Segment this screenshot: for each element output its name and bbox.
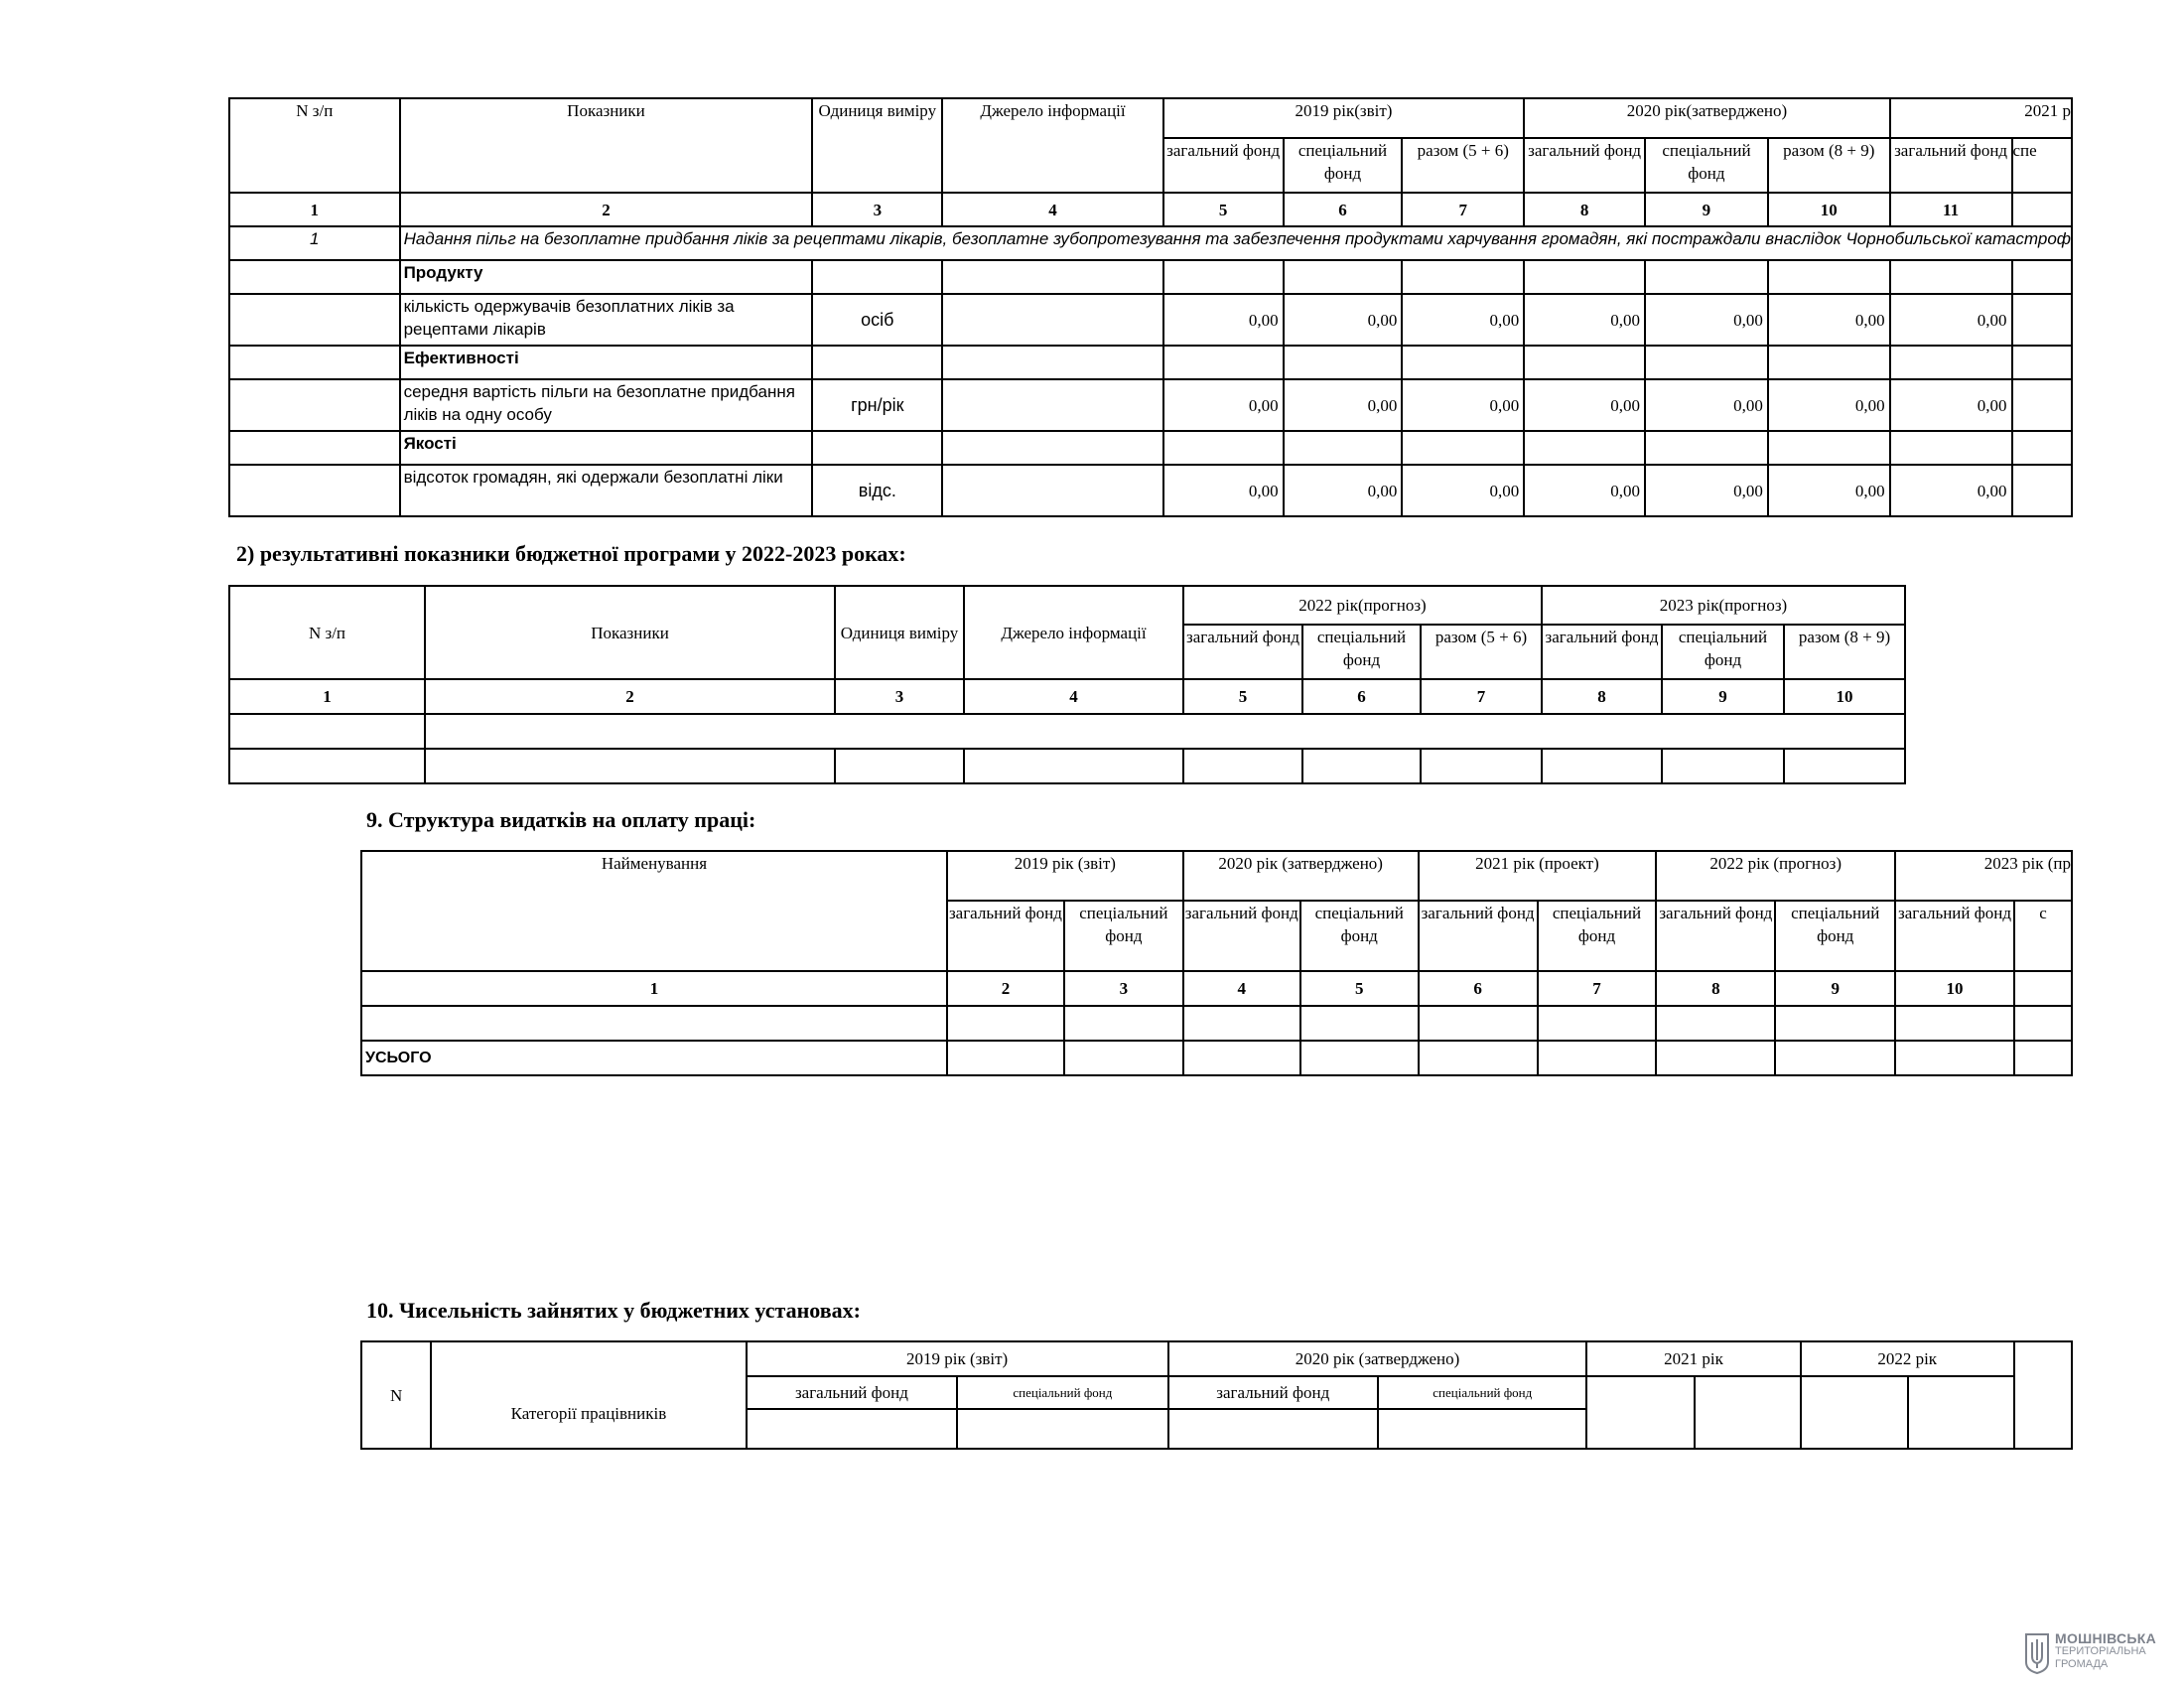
employees-table: [360, 1340, 2073, 1423]
subheader-general-fund: загальний фонд: [947, 901, 1064, 971]
value-cell: 0,00: [1402, 294, 1524, 346]
col-header-category: Категорії працівників: [431, 1341, 747, 1449]
col-header-2020: 2020 рік (затверджено): [1183, 851, 1419, 901]
total-row-label: УСЬОГО: [361, 1041, 947, 1075]
subheader-special-fund: спеціальний фонд: [957, 1376, 1167, 1409]
indicators-2019-2021-table: [228, 97, 2073, 534]
column-number: 6: [1284, 193, 1403, 226]
group-quality: Якості: [400, 431, 813, 465]
empty-cell: [229, 346, 400, 379]
col-header-2021: 2021 рік (проект): [1419, 851, 1657, 901]
column-number: 4: [1183, 971, 1300, 1006]
logo-line-3: ГРОМАДА: [2055, 1658, 2109, 1670]
col-header-2019: 2019 рік(звіт): [1163, 98, 1524, 138]
col-header-number: N з/п: [229, 586, 425, 679]
indicators-2022-2023-table: [228, 585, 1908, 787]
col-header-number: N з/п: [229, 98, 400, 193]
empty-cell: [229, 260, 400, 294]
indicator-source: [942, 294, 1163, 346]
subheader-special-fund: спеціальний фонд: [1775, 901, 1895, 971]
col-header-source: Джерело інформації: [964, 586, 1183, 679]
col-header-2023: 2023 рік (пр: [1895, 851, 2072, 901]
column-number: 1: [229, 193, 400, 226]
value-cell: 0,00: [1524, 379, 1645, 431]
column-number: 6: [1302, 679, 1421, 714]
column-number: 7: [1538, 971, 1657, 1006]
group-efficiency: Ефективності: [400, 346, 813, 379]
column-number: 4: [964, 679, 1183, 714]
column-number: 2: [400, 193, 813, 226]
column-number: 6: [1419, 971, 1538, 1006]
subheader-special-fund: спеціальний фонд: [1378, 1376, 1586, 1409]
col-header-source: Джерело інформації: [942, 98, 1163, 193]
column-number: 5: [1300, 971, 1419, 1006]
value-cell: 0,00: [1645, 294, 1768, 346]
subheader-general-fund: загальний фонд: [1419, 901, 1538, 971]
subheader-total: разом (8 + 9): [1784, 625, 1905, 679]
indicator-source: [942, 465, 1163, 516]
subheader-special-fund: спе: [2012, 138, 2073, 193]
empty-cell: [229, 294, 400, 346]
column-number: 10: [1895, 971, 2014, 1006]
subheader-general-fund: загальний фонд: [1524, 138, 1645, 193]
column-number: 2: [947, 971, 1064, 1006]
empty-task-row: [425, 714, 1905, 749]
subheader-general-fund: загальний фонд: [1168, 1376, 1379, 1409]
trident-emblem-icon: [2023, 1632, 2051, 1674]
col-header-2022: 2022 рік (прогноз): [1656, 851, 1895, 901]
column-number: 1: [229, 679, 425, 714]
subheader-general-fund: загальний фонд: [1183, 625, 1302, 679]
subheader-total: разом (5 + 6): [1402, 138, 1524, 193]
subheader-special-fund: спеціальний фонд: [1645, 138, 1768, 193]
subheader-special-fund: спеціальний фонд: [1300, 901, 1419, 971]
value-cell: 0,00: [1402, 379, 1524, 431]
subheader-total: разом (5 + 6): [1421, 625, 1542, 679]
value-cell: 0,00: [1768, 294, 1890, 346]
col-header-2019: 2019 рік (звіт): [947, 851, 1183, 901]
indicator-unit: осіб: [812, 294, 942, 346]
subheader-general-fund: загальний фонд: [1183, 901, 1300, 971]
col-header-unit: Одиниця виміру: [835, 586, 964, 679]
value-cell: 0,00: [1645, 465, 1768, 516]
empty-cell: [229, 431, 400, 465]
column-number: 9: [1645, 193, 1768, 226]
col-header-indicators: Показники: [425, 586, 835, 679]
subheader-special-fund: спеціальний фонд: [1538, 901, 1657, 971]
subheader-general-fund: загальний фонд: [1890, 138, 2012, 193]
subheader-special-fund: спеціальний фонд: [1284, 138, 1403, 193]
column-number: 5: [1183, 679, 1302, 714]
col-header-2021: 2021 р: [1890, 98, 2072, 138]
value-cell: 0,00: [1402, 465, 1524, 516]
subheader-special-fund: спеціальний фонд: [1302, 625, 1421, 679]
column-number: 8: [1542, 679, 1662, 714]
section-heading-results-2022-2023: 2) результативні показники бюджетної програми у 2022-2023 роках:: [236, 541, 906, 566]
value-cell: 0,00: [1524, 465, 1645, 516]
empty-cell: [229, 465, 400, 516]
value-cell: 0,00: [1524, 294, 1645, 346]
col-header-number: N: [361, 1341, 431, 1449]
value-cell: 0,00: [1163, 294, 1284, 346]
value-cell: 0,00: [1284, 465, 1403, 516]
subheader-general-fund: загальний фонд: [1656, 901, 1775, 971]
col-header-2022: 2022 рік(прогноз): [1183, 586, 1542, 625]
column-number: [2012, 193, 2073, 226]
column-number: 10: [1784, 679, 1905, 714]
value-cell: 0,00: [1890, 379, 2012, 431]
subheader-general-fund: загальний фонд: [1895, 901, 2014, 971]
value-cell: 0,00: [1284, 379, 1403, 431]
column-number: 7: [1421, 679, 1542, 714]
column-number: 3: [835, 679, 964, 714]
col-header-indicators: Показники: [400, 98, 813, 193]
column-number: 9: [1775, 971, 1895, 1006]
value-cell: 0,00: [1768, 465, 1890, 516]
column-number: 11: [1890, 193, 2012, 226]
section-heading-employees: 10. Чисельність зайнятих у бюджетних установах:: [366, 1298, 861, 1323]
column-number: 8: [1524, 193, 1645, 226]
col-header-name: Найменування: [361, 851, 947, 971]
col-header-2020: 2020 рік (затверджено): [1168, 1341, 1587, 1376]
column-number: 8: [1656, 971, 1775, 1006]
value-cell: 0,00: [1645, 379, 1768, 431]
subheader-general-fund: загальний фонд: [1542, 625, 1662, 679]
column-number: 3: [1064, 971, 1183, 1006]
logo-line-1: МОШНІВСЬКА: [2055, 1630, 2157, 1646]
value-cell: 0,00: [1890, 465, 2012, 516]
section-heading-salary-structure: 9. Структура видатків на оплату праці:: [366, 807, 756, 832]
subheader-general-fund: загальний фонд: [1163, 138, 1284, 193]
col-header-unit: Одиниця виміру: [812, 98, 942, 193]
col-header-2023: 2023 рік(прогноз): [1542, 586, 1905, 625]
empty-cell: [229, 714, 425, 749]
col-header-2021: 2021 рік: [1586, 1341, 1800, 1376]
indicator-name: відсоток громадян, які одержали безоплатні ліки: [400, 465, 813, 516]
indicator-name: кількість одержувачів безоплатних ліків за рецептами лікарів: [400, 294, 813, 346]
value-cell: 0,00: [1284, 294, 1403, 346]
task-number: 1: [229, 226, 400, 260]
column-number: [2014, 971, 2072, 1006]
salary-structure-table: [360, 850, 2073, 1080]
logo-line-2: ТЕРИТОРІАЛЬНА: [2055, 1645, 2146, 1657]
group-product: Продукту: [400, 260, 813, 294]
subheader-special-fund: спеціальний фонд: [1064, 901, 1183, 971]
indicator-unit: відс.: [812, 465, 942, 516]
subheader-special-fund: с: [2014, 901, 2072, 971]
empty-cell: [229, 379, 400, 431]
subheader-total: разом (8 + 9): [1768, 138, 1890, 193]
column-number: 3: [812, 193, 942, 226]
column-number: 1: [361, 971, 947, 1006]
value-cell: 0,00: [1890, 294, 2012, 346]
value-cell: 0,00: [1163, 465, 1284, 516]
col-header-2020: 2020 рік(затверджено): [1524, 98, 1889, 138]
column-number: 2: [425, 679, 835, 714]
value-cell: 0,00: [1163, 379, 1284, 431]
community-logo: [2023, 1632, 2172, 1676]
col-header-2022: 2022 рік: [1801, 1341, 2014, 1376]
column-number: 7: [1402, 193, 1524, 226]
indicator-name: середня вартість пільги на безоплатне придбання ліків на одну особу: [400, 379, 813, 431]
column-number: 4: [942, 193, 1163, 226]
column-number: 10: [1768, 193, 1890, 226]
subheader-special-fund: спеціальний фонд: [1662, 625, 1784, 679]
subheader-general-fund: загальний фонд: [747, 1376, 957, 1409]
indicator-unit: грн/рік: [812, 379, 942, 431]
value-cell: 0,00: [1768, 379, 1890, 431]
col-header-2019: 2019 рік (звіт): [747, 1341, 1168, 1376]
task-description: Надання пільг на безоплатне придбання ліків за рецептами лікарів, безоплатне зубопротезування та забезпечення продуктами харчування громадян, які постраждали внаслідок Чорнобильської катастроф: [400, 226, 2072, 260]
column-number: 5: [1163, 193, 1284, 226]
indicator-source: [942, 379, 1163, 431]
column-number: 9: [1662, 679, 1784, 714]
